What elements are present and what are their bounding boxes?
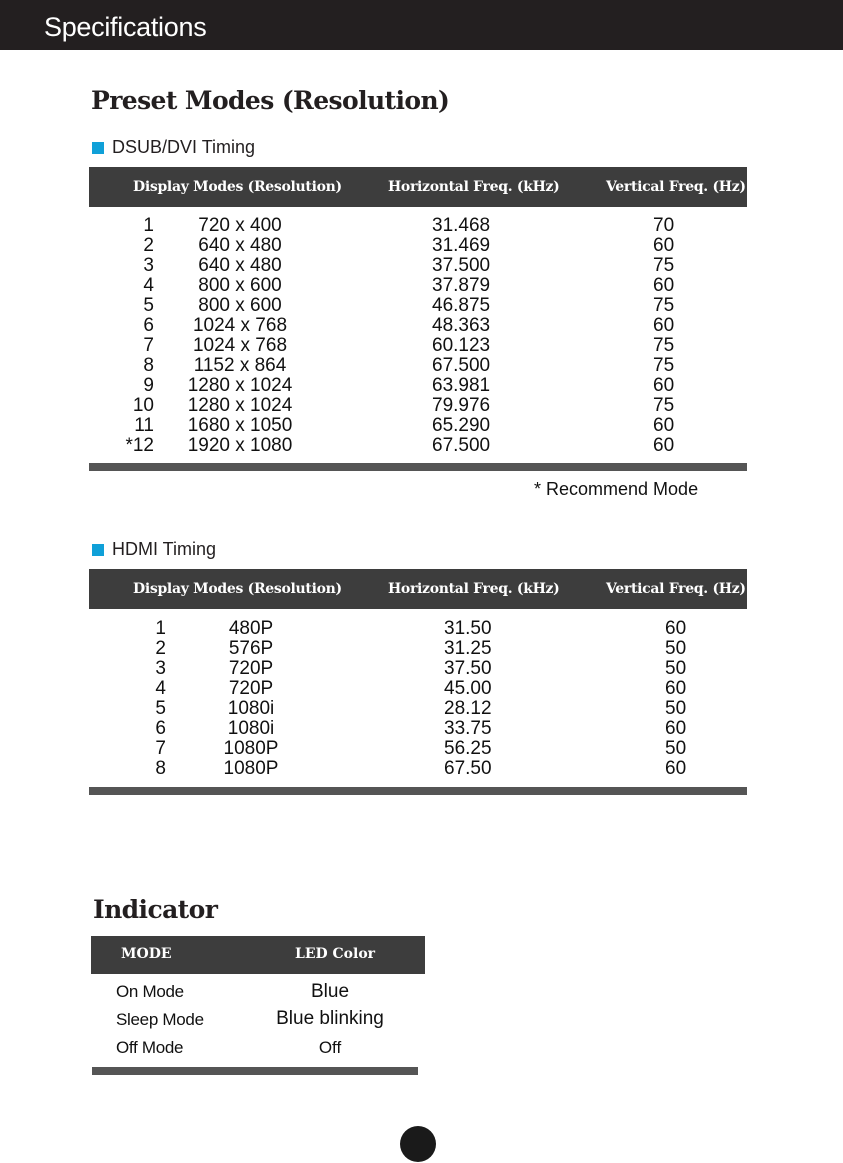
table-cell: 2 <box>143 235 154 256</box>
bullet-square-icon <box>92 142 104 154</box>
table-cell: 65.290 <box>432 415 491 436</box>
table-cell: 60 <box>665 758 687 779</box>
indicator-table-header <box>91 936 425 974</box>
table-cell: 37.879 <box>432 275 491 296</box>
table-cell: 60 <box>653 415 675 436</box>
table-cell: 1024 x 768 <box>192 315 288 336</box>
table-cell: 640 x 480 <box>198 255 282 276</box>
table-cell: 1 <box>155 618 166 639</box>
dsub-table-bottom-rule <box>89 463 747 471</box>
indicator-mode-on: On Mode <box>116 982 184 1001</box>
table-cell: 4 <box>143 275 154 296</box>
table-cell: 3 <box>143 255 154 276</box>
table-cell: 50 <box>665 738 687 759</box>
table-cell: 50 <box>665 658 687 679</box>
table-cell: 8 <box>155 758 166 779</box>
dsub-table-header <box>89 167 747 207</box>
table-cell: 31.469 <box>432 235 491 256</box>
table-cell: 8 <box>143 355 154 376</box>
table-cell: 60 <box>653 435 675 456</box>
table-cell: 31.25 <box>444 638 492 659</box>
dsub-vfreq-column <box>653 216 693 456</box>
table-cell: 63.981 <box>432 375 491 396</box>
table-cell: 640 x 480 <box>198 235 282 256</box>
table-cell: 1152 x 864 <box>193 355 287 376</box>
table-cell: 67.500 <box>432 435 491 456</box>
table-cell: 5 <box>143 295 154 316</box>
table-cell: 6 <box>155 718 166 739</box>
hdmi-numbers-column <box>112 619 166 779</box>
dsub-hfreq-column <box>432 216 522 456</box>
table-cell: 75 <box>653 255 675 276</box>
table-cell: 45.00 <box>444 678 492 699</box>
table-cell: 60 <box>653 315 675 336</box>
table-cell: 720P <box>228 678 274 699</box>
table-cell: 60 <box>653 275 675 296</box>
indicator-color-off: Off <box>318 1038 342 1057</box>
dsub-dvi-label-text: DSUB/DVI Timing <box>112 137 256 157</box>
table-cell: 1080P <box>223 738 279 759</box>
indicator-table-bottom-rule <box>92 1067 418 1075</box>
table-cell: 60.123 <box>432 335 491 356</box>
hdmi-col-vertical-freq: Vertical Freq. (Hz) <box>606 581 746 597</box>
table-cell: 7 <box>143 335 154 356</box>
indicator-title: Indicator <box>93 895 218 924</box>
table-cell: 60 <box>665 678 687 699</box>
dsub-resolutions-column <box>170 216 310 456</box>
table-cell: *12 <box>125 435 154 456</box>
table-cell: 3 <box>155 658 166 679</box>
table-cell: 79.976 <box>432 395 491 416</box>
table-cell: 75 <box>653 395 675 416</box>
header-bar <box>0 0 843 50</box>
page-number-dot <box>400 1126 436 1162</box>
indicator-color-sleep: Blue blinking <box>276 1008 384 1029</box>
dsub-numbers-column <box>112 216 154 456</box>
table-cell: 37.50 <box>444 658 492 679</box>
table-cell: 46.875 <box>432 295 491 316</box>
table-cell: 1680 x 1050 <box>187 415 293 436</box>
table-cell: 48.363 <box>432 315 491 336</box>
table-cell: 1080i <box>227 698 275 719</box>
indicator-mode-sleep: Sleep Mode <box>116 1010 204 1029</box>
preset-modes-title: Preset Modes (Resolution) <box>91 86 450 115</box>
table-cell: 50 <box>665 698 687 719</box>
table-cell: 1024 x 768 <box>192 335 288 356</box>
hdmi-vfreq-column <box>665 619 705 779</box>
hdmi-col-horizontal-freq: Horizontal Freq. (kHz) <box>388 581 560 597</box>
dsub-col-horizontal-freq: Horizontal Freq. (kHz) <box>388 179 560 195</box>
table-cell: 576P <box>228 638 274 659</box>
table-cell: 1 <box>143 215 154 236</box>
dsub-col-vertical-freq: Vertical Freq. (Hz) <box>606 179 746 195</box>
bullet-square-icon <box>92 544 104 556</box>
table-cell: 4 <box>155 678 166 699</box>
table-cell: 60 <box>665 718 687 739</box>
hdmi-table-header <box>89 569 747 609</box>
table-cell: 75 <box>653 335 675 356</box>
recommend-mode-note: * Recommend Mode <box>534 479 699 499</box>
hdmi-hfreq-column <box>444 619 524 779</box>
table-cell: 800 x 600 <box>198 275 282 296</box>
dsub-dvi-label <box>92 137 255 158</box>
table-cell: 60 <box>665 618 687 639</box>
table-cell: 31.468 <box>432 215 491 236</box>
table-cell: 67.50 <box>444 758 492 779</box>
table-cell: 720P <box>228 658 274 679</box>
table-cell: 720 x 400 <box>198 215 282 236</box>
table-cell: 56.25 <box>444 738 492 759</box>
table-cell: 10 <box>132 395 154 416</box>
table-cell: 67.500 <box>432 355 491 376</box>
indicator-mode-off: Off Mode <box>116 1038 184 1057</box>
table-cell: 37.500 <box>432 255 491 276</box>
table-cell: 5 <box>155 698 166 719</box>
table-cell: 75 <box>653 295 675 316</box>
table-cell: 9 <box>143 375 154 396</box>
hdmi-table-bottom-rule <box>89 787 747 795</box>
table-cell: 7 <box>155 738 166 759</box>
table-cell: 75 <box>653 355 675 376</box>
indicator-col-mode: MODE <box>121 946 172 962</box>
table-cell: 31.50 <box>444 618 492 639</box>
hdmi-resolutions-column <box>200 619 302 779</box>
table-cell: 28.12 <box>444 698 492 719</box>
table-cell: 60 <box>653 235 675 256</box>
table-cell: 1920 x 1080 <box>187 435 293 456</box>
hdmi-label-text: HDMI Timing <box>112 539 217 559</box>
indicator-col-led-color: LED Color <box>295 946 376 962</box>
hdmi-col-display-modes: Display Modes (Resolution) <box>133 581 342 597</box>
table-cell: 1080i <box>227 718 275 739</box>
table-cell: 50 <box>665 638 687 659</box>
table-cell: 33.75 <box>444 718 492 739</box>
table-cell: 480P <box>228 618 274 639</box>
table-cell: 1280 x 1024 <box>187 375 293 396</box>
table-cell: 11 <box>134 415 154 436</box>
dsub-col-display-modes: Display Modes (Resolution) <box>133 179 342 195</box>
table-cell: 60 <box>653 375 675 396</box>
table-cell: 6 <box>143 315 154 336</box>
table-cell: 1080P <box>223 758 279 779</box>
page-title: Specifications <box>44 12 207 42</box>
hdmi-label <box>92 539 216 560</box>
table-cell: 2 <box>155 638 166 659</box>
indicator-color-on: Blue <box>310 981 350 1002</box>
table-cell: 800 x 600 <box>198 295 282 316</box>
table-cell: 1280 x 1024 <box>187 395 293 416</box>
table-cell: 70 <box>653 215 675 236</box>
